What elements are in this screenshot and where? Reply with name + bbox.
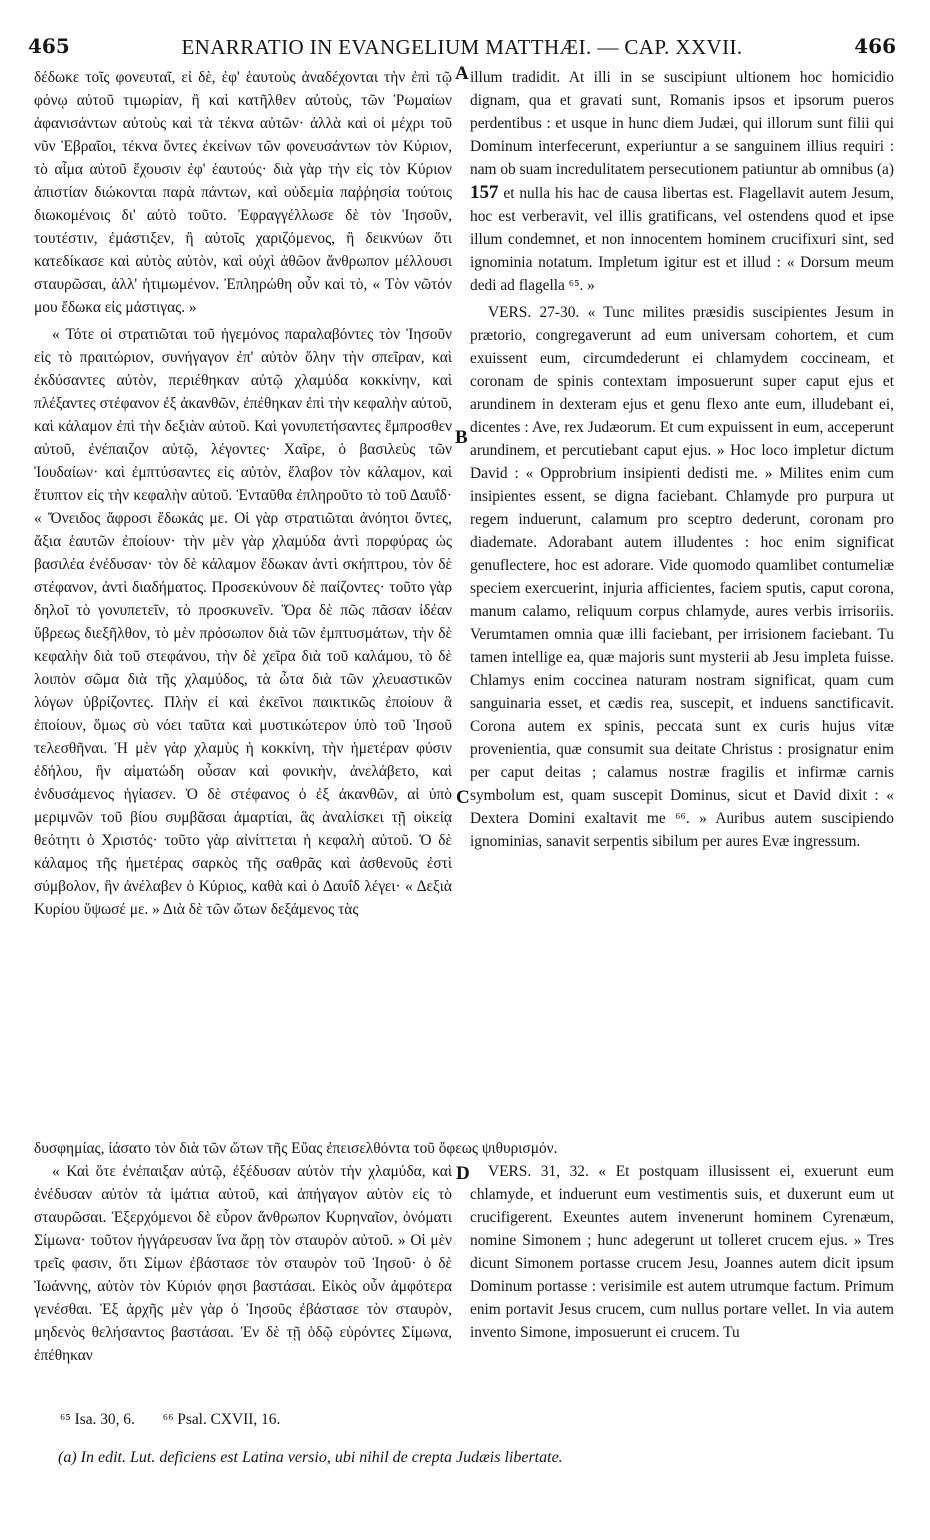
latin-text: illum tradidit. At illi in se suscipiunt ultionem hoc homicidio dignam, qua et gravati sunt, Romanis ipsos et ipsorum pueros perdentibus : et usque in hunc diem Judæi, qui illorum sunt filii qui Dominum interfecerunt, experiuntur a se sanguinem illius requiri : nam ob suam incredulitatem persecutionem patiuntur ab omnibus (a) (470, 69, 894, 178)
editor-note: (a) In edit. Lut. deficiens est Latina versio, ubi nihil de crepta Judæis libertate. (58, 1449, 563, 1466)
greek-continuation: δυσφημίας, ἰάσατο τὸν διὰ τῶν ὤτων τῆς Εὔας ἐπεισελθόντα τοῦ ὄφεως ψιθυρισμόν. (34, 1140, 558, 1157)
latin-column-bottom (470, 1160, 894, 1344)
greek-paragraph: « Καὶ ὅτε ἐνέπαιξαν αὐτῷ, ἐξέδυσαν αὐτὸν τὴν χλαμύδα, καὶ ἐνέδυσαν αὐτὸν τὰ ἱμάτια αὐτοῦ, καὶ ἀπήγαγον αὐτὸν εἰς τὸ σταυρῶσαι. Ἐξερχόμενοι δὲ εὗρον ἄνθρωπον Κυρηναῖον, ὀνόματι Σίμωνα· τοῦτον ἠγγάρευσαν ἵνα ἄρῃ τὸν σταυρὸν αὐτοῦ. » Οἱ μὲν τρεῖς φασιν, ὅτι Σίμων ἐβάστασε τὸν σταυρὸν τοῦ Ἰησοῦ· ὁ δὲ Ἰωάννης, αὐτὸν τὸν Κύριόν φησι βαστάσαι. Εἰκὸς οὖν ἀμφότερα γενέσθαι. Ἐξ ἀρχῆς μὲν γὰρ ὁ Ἰησοῦς ἐβάστασε τὸν σταυρὸν, μηδενὸς θελήσαντος βαστάσαι. Ἐν δὲ τῇ ὁδῷ εὑρόντες Σίμωνα, ἐπέθηκαν (34, 1163, 452, 1364)
margin-marker-c: C (456, 787, 470, 808)
greek-paragraph: δέδωκε τοῖς φονευταῖ, εἰ δὲ, ἐφ' ἑαυτοὺς ἀναδέχονται τὴν ἐπὶ τῷ φόνῳ αὐτοῦ τιμωρίαν, ἢ καὶ κατῆλθεν αὐτοὺς, τῶν Ῥωμαίων ἀφανισάντων αὐτοὺς καὶ τὰ τέκνα αὐτῶν· ἀλλὰ καὶ οἱ μέχρι τοῦ νῦν Ἑβραῖοι, τέκνα ὄντες ἐκείνων τῶν φονευσάντων τὸν Κύριον, τὸ αἷμα αὐτοῦ ἔχουσιν ἐφ' ἑαυτούς· διὰ γὰρ τὴν εἰς τὸν Κύριον ἀπιστίαν διώκονται παρὰ πάντων, καὶ οὐδεμία παῤῥησία τούτοις διωκομένοις δι' αὐτὸ τοῦτο. Ἐφραγγέλλωσε δὲ τὸν Ἰησοῦν, τουτέστιν, ἐμάστιξεν, ἢ αὐτοῖς χαριζόμενος, ἢ δεικνύων ὅτι κατεδίκασε καὶ αὐτὸς αὐτὸν, καὶ οὐχὶ ἀθῶον ἄνθρωπον μέλλουσι σταυρῶσαι, ἀλλ' ἠτιμωμένον. Ἐπληρώθη οὖν καὶ τὸ, « Τὸν νῶτόν μου ἔδωκα εἰς μάστιγας. » (34, 69, 452, 316)
margin-marker-d: D (456, 1163, 470, 1184)
margin-marker-a: A (455, 63, 469, 84)
page-number-right: 466 (854, 34, 896, 58)
latin-paragraph (470, 66, 894, 297)
running-title: ENARRATIO IN EVANGELIUM MATTHÆI. — CAP. XXVII. (181, 35, 743, 59)
footnotes (60, 1411, 304, 1429)
latin-text: et nulla his hac de causa libertas est. Flagellavit autem Jesum, hoc est verberavit, vel illis gratificans, vel ostendens quod et ipse illum condemnet, et non innocentem hominem crucifixuri sint, sed ignominia notatum. Impletum igitur est et illud : « Dorsum meum dedi ad flagella ⁶⁵. » (470, 185, 894, 294)
latin-paragraph: VERS. 27-30. « Tunc milites præsidis suscipientes Jesum in prætorio, congregaverunt ad eum universam cohortem, et cum exuissent eum, circumdederunt ei chlamydem coccineam, et coronam de spinis contextam imposuerunt super caput ejus et arundinem in dexteram ejus et genu flexo ante eum, illudebant ei, dicentes : Ave, rex Judæorum. Et cum expuissent in eum, acceperunt arundinem, et percutiebant caput ejus. » Hoc loco impletur dictum David : « Opprobrium insipienti dedisti me. » Milites enim cum insipientes essent, se digna faciebant. Chlamyde pro purpura ut regem induerunt, calamum pro sceptro dederunt, coronam pro diademate. Adorabant autem illudentes : hoc enim significat genuflectere, hoc est adorare. Vide quomodo quamlibet contumeliæ speciem exercuerint, injuria afficientes, faciem sputis, caput corona, manum calamo, reliquum corpus chlamyde, aures verbis irrisoriis. Verumtamen omnia quæ illi faciebant, per irrisionem faciebant. Tu tamen intellige ea, quæ majoris sunt mysterii ab Jesu impleta fuisse. Chlamys enim coccinea naturam nostram significat, quam cum sanguinaria esset, et cædis rea, suscepit, et induens sanctificavit. Corona autem ex spinis, peccata sunt ex curis hujus vitæ provenientia, quæ consumit sua deitate Christus : prosignatur enim per caput deitas ; calamus nostræ fragilis et infirmæ carnis symbolum est, quam suscepit Dominus, sicut et David dixit : « Dextera Domini exaltavit me ⁶⁶. » Auribus autem suscipiendo ignominias, sanavit serpentis sibilum per aures Evæ ingressum. (470, 304, 894, 850)
column-number: 157 (470, 182, 499, 203)
greek-column-bottom (34, 1160, 452, 1367)
greek-paragraph: « Τότε οἱ στρατιῶται τοῦ ἡγεμόνος παραλαβόντες τὸν Ἰησοῦν εἰς τὸ πραιτώριον, συνήγαγον ἐπ' αὐτὸν ὅλην τὴν σπεῖραν, καὶ ἐκδύσαντες αὐτὸν, περιέθηκαν αὐτῷ χλαμύδα κοκκίνην, καὶ πλέξαντες στέφανον ἐξ ἀκανθῶν, ἐπέθηκαν ἐπὶ τὴν κεφαλὴν αὐτοῦ, καὶ κάλαμον ἐπὶ τὴν δεξιὰν αὐτοῦ. Καὶ γονυπετήσαντες ἔμπροσθεν αὐτοῦ, ἐνέπαιζον αὐτῷ, λέγοντες· Χαῖρε, ὁ βασιλεὺς τῶν Ἰουδαίων· καὶ ἐμπτύσαντες εἰς αὐτὸν, ἔλαβον τὸν κάλαμον, καὶ ἔτυπτον εἰς τὴν κεφαλὴν αὐτοῦ. Ἐνταῦθα ἐπληροῦτο τὸ τοῦ Δαυΐδ· « Ὄνειδος ἄφροσι ἔδωκάς με. Οἱ γὰρ στρατιῶται ἀνόητοι ὄντες, ἄξια ἑαυτῶν ἐποίουν· τὴν μὲν γὰρ χλαμύδα ἀντὶ πορφύρας ὡς βασιλέα ἐνέδυσαν· τὸν δὲ κάλαμον ἔδωκαν ἀντὶ σκήπτρου, τὸν δὲ στέφανον, ἀντὶ διαδήματος. Προσεκύνουν δὲ παίζοντες· τοῦτο γὰρ δηλοῖ τὸ γονυπετεῖν, τὸ προσκυνεῖν. Ὅρα δὲ πῶς πᾶσαν ἰδέαν ὕβρεως διεξῆλθον, τὸ μὲν πρόσωπον διὰ τῶν ἐμπτυσμάτων, τὴν δὲ κεφαλὴν διὰ τοῦ στεφάνου, τὴν δὲ χεῖρα διὰ τοῦ καλάμου, τὸ δὲ λοιπὸν σῶμα διὰ τῆς χλαμύδος, τὰ ὦτα διὰ τῶν χλευαστικῶν λόγων ὑβρίζοντες. Πλὴν εἰ καὶ ἐκεῖνοι παικτικῶς ἐποίουν ἃ ἐποίουν, ὅμως σὺ νόει ταῦτα καὶ μυστικώτερον ὑπὸ τοῦ Ἰησοῦ τελεσθῆναι. Ἡ μὲν γὰρ χλαμὺς ἡ κοκκίνη, τὴν ἡμετέραν φύσιν ἐδήλου, ἣν αἱματώδη οὖσαν καὶ φονικὴν, ἀνελάβετο, καὶ ἐνδυσάμενος ἡγίασεν. Ὁ δὲ στέφανος ὁ ἐξ ἀκανθῶν, αἱ ὑπὸ μεριμνῶν τοῦ βίου συμβᾶσαι ἁμαρτίαι, ἃς ἀναλίσκει τῇ οἰκείᾳ θεότητι ὁ Χριστός· τοῦτο γὰρ αἰνίττεται ἡ κεφαλὴ αὐτοῦ. Ὁ δὲ κάλαμος τῆς ἡμετέρας σαρκὸς τῆς σαθρᾶς καὶ ἀσθενοῦς ἐστὶ σύμβολον, ἣν ἀνέλαβεν ὁ Κύριος, καθὰ καὶ ὁ Δαυΐδ λέγει· « Δεξιὰ Κυρίου ὕψωσέ με. » Διὰ δὲ τῶν ὤτων δεξάμενος τὰς (34, 326, 452, 918)
footnote-65: ⁶⁵ Isa. 30, 6. (60, 1411, 135, 1428)
page-number-left: 465 (28, 34, 70, 58)
running-header (28, 34, 896, 60)
latin-column-top (470, 66, 894, 853)
greek-column-top (34, 66, 452, 921)
footnote-66: ⁶⁶ Psal. CXVII, 16. (162, 1411, 281, 1428)
latin-paragraph: VERS. 31, 32. « Et postquam illusissent ei, exuerunt eum chlamyde, et induerunt eum vestimentis suis, et duxerunt eum ut crucifigerent. Exeuntes autem invenerunt hominem Cyrenæum, nomine Simonem ; hunc adegerunt ut tolleret crucem ejus. » Tres dicunt Simonem portasse crucem Jesu, Joannes autem dicit ipsum Dominum portasse : verisimile est autem utrumque factum. Primum enim portavit Jesus crucem, cum nullus portare vellet. In via autem invento Simone, imposuerunt ei crucem. Tu (470, 1163, 894, 1341)
margin-marker-b: B (455, 427, 468, 448)
